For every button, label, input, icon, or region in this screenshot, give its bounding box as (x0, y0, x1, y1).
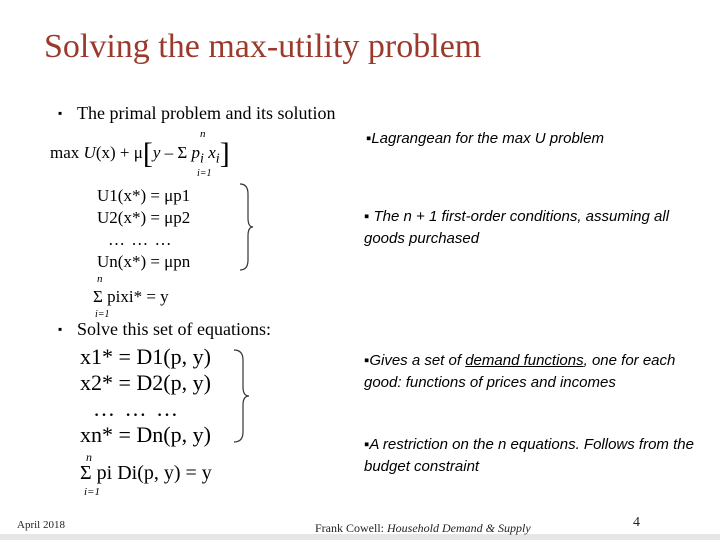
note-budget-restriction (364, 434, 704, 478)
note-demand-functions (364, 350, 684, 394)
price-index: i (200, 150, 204, 167)
minus-sigma: – Σ (160, 143, 192, 162)
right-brace-icon (238, 182, 254, 272)
sum-upper-limit: n (200, 128, 206, 140)
note-text: , one for each good: functions of prices and incomes (364, 352, 676, 391)
demand-line-n: xn* = Dn(p, y) (80, 422, 211, 447)
budget-sum-upper-limit: n (97, 273, 103, 285)
bullet-solve-equations: Solve this set of equations: (77, 319, 271, 339)
demand-ellipsis: … … … (93, 396, 180, 421)
note-text: ▪Gives a set of (364, 352, 466, 369)
plus-mu: + μ (115, 143, 143, 162)
note-first-order-conditions (364, 206, 694, 250)
x-argument: (x) (95, 143, 116, 162)
bullet-primal-problem: The primal problem and its solution (77, 103, 336, 123)
note-text: equations. Follows from the budget constraint (364, 436, 694, 475)
foc-line-2: U2(x*) = μp2 (97, 208, 191, 227)
demand-functions-link[interactable]: demand functions (465, 352, 584, 369)
slide-title: Solving the max-utility problem (44, 28, 482, 65)
note-text: ▪A restriction on the (364, 436, 498, 453)
income-y: y (152, 143, 161, 162)
demand-sum-upper-limit: n (86, 450, 92, 464)
page-number: 4 (633, 515, 640, 530)
demand-line-2: x2* = D2(p, y) (80, 370, 211, 395)
demand-sum-lower-limit: i=1 (84, 486, 100, 498)
square-bullet-icon: ▪ (58, 322, 63, 336)
footer-date: April 2018 (17, 519, 65, 531)
budget-condition: Σ pixi* = y (93, 287, 169, 306)
note-symbol-n: n (498, 436, 507, 453)
left-bracket-icon: [ (142, 137, 153, 170)
right-bracket-icon: ] (219, 137, 230, 170)
budget-sum-lower-limit: i=1 (95, 309, 110, 320)
note-text: problem (545, 130, 604, 147)
price-p: p (191, 143, 201, 162)
quantity-index: i (215, 150, 220, 167)
max-label: max (50, 143, 84, 162)
foc-line-n: Un(x*) = μpn (97, 252, 191, 271)
note-text: ▪ The (364, 208, 404, 225)
note-symbol-u: U (534, 130, 546, 147)
square-bullet-icon: ▪ (58, 106, 63, 120)
note-symbol-n: n (403, 208, 412, 225)
demand-line-1: x1* = D1(p, y) (80, 344, 211, 369)
utility-symbol: U (83, 143, 96, 162)
note-lagrangean (366, 128, 604, 150)
foc-line-1: U1(x*) = μp1 (97, 186, 191, 205)
note-text: + 1 first-order conditions, assuming all goods purchased (364, 208, 670, 247)
footer-author: Frank Cowell: (315, 521, 387, 535)
lagrangean-expression (50, 137, 230, 170)
quantity-x: x (208, 143, 216, 162)
foc-ellipsis: … … … (108, 230, 173, 249)
footer-credit (315, 521, 531, 536)
demand-budget-restriction: Σ pi Di(p, y) = y (80, 462, 212, 484)
sum-lower-limit: i=1 (197, 168, 212, 179)
note-text: ▪Lagrangean for the max (366, 130, 535, 147)
right-brace-icon (232, 348, 250, 444)
footer-book-title: Household Demand & Supply (387, 521, 531, 535)
